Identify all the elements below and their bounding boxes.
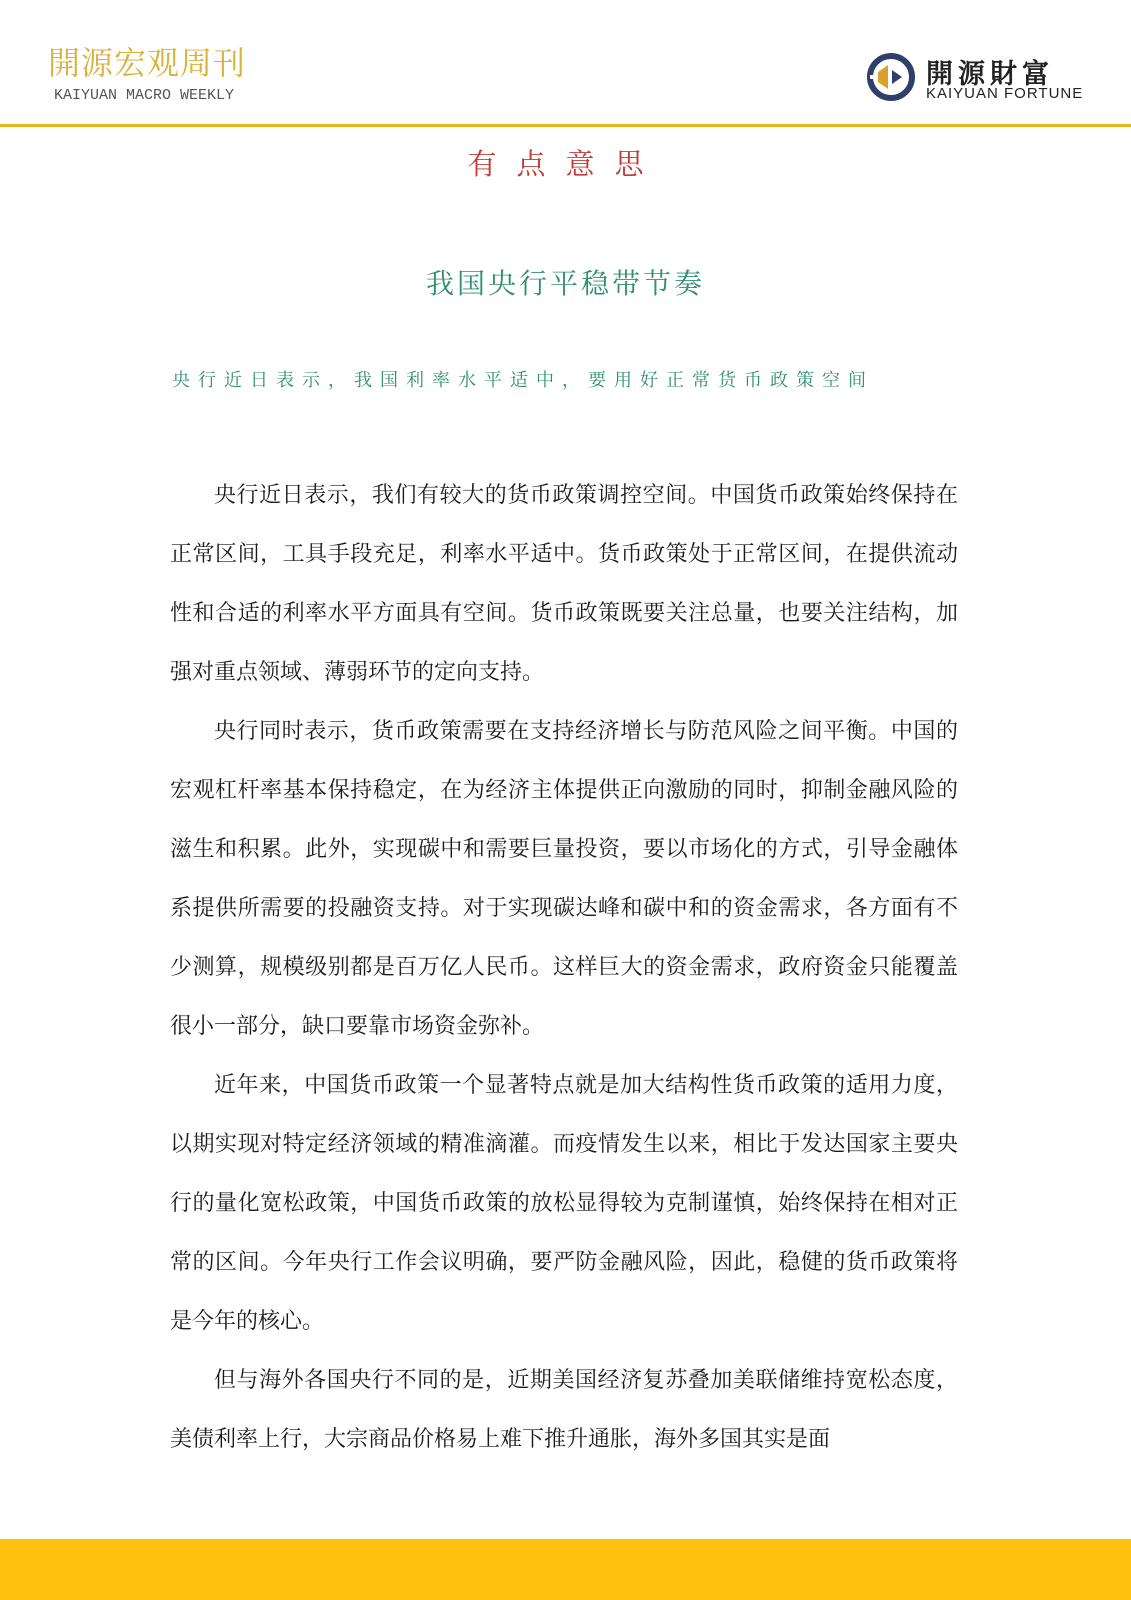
logo-text-english: KAIYUAN FORTUNE (926, 85, 1084, 102)
article-summary: 央行近日表示，我国利率水平适中，要用好正常货币政策空间 (172, 370, 874, 391)
kaiyuan-fortune-logo (866, 52, 1086, 104)
body-paragraph: 央行同时表示，货币政策需要在支持经济增长与防范风险之间平衡。中国的宏观杠杆率基本保持稳定，在为经济主体提供正向激励的同时，抑制金融风险的滋生和积累。此外，实现碳中和需要巨量投资，要以市场化的方式，引导金融体系提供所需要的投融资支持。对于实现碳达峰和碳中和的资金需求，各方面有不少测算，规模级别都是百万亿人民币。这样巨大的资金需求，政府资金只能覆盖很小一部分，缺口要靠市场资金弥补。 (170, 719, 958, 1039)
header-divider (0, 124, 1131, 127)
logo-text-chinese: 開源財富 (926, 59, 1054, 90)
body-paragraph: 但与海外各国央行不同的是，近期美国经济复苏叠加美联储维持宽松态度，美债利率上行，大宗商品价格易上难下推升通胀，海外多国其实是面 (170, 1368, 958, 1452)
article-title: 我国央行平稳带节奏 (425, 267, 705, 300)
brand-title: 開源宏观周刊 (48, 44, 247, 82)
body-paragraph: 近年来，中国货币政策一个显著特点就是加大结构性货币政策的适用力度，以期实现对特定经济领域的精准滴灌。而疫情发生以来，相比于发达国家主要央行的量化宽松政策，中国货币政策的放松显得较为克制谨慎，始终保持在相对正常的区间。今年央行工作会议明确，要严防金融风险，因此，稳健的货币政策将是今年的核心。 (170, 1073, 958, 1334)
section-title: 有点意思 (467, 147, 664, 181)
article-body (170, 466, 958, 1469)
kaiyuan-logo-icon (866, 52, 916, 102)
brand-subtitle: KAIYUAN MACRO WEEKLY (54, 87, 235, 104)
footer-bar (0, 1539, 1131, 1600)
body-paragraph: 央行近日表示，我们有较大的货币政策调控空间。中国货币政策始终保持在正常区间，工具手段充足，利率水平适中。货币政策处于正常区间，在提供流动性和合适的利率水平方面具有空间。货币政策既要关注总量，也要关注结构，加强对重点领域、薄弱环节的定向支持。 (170, 483, 958, 685)
page-header (0, 0, 1131, 126)
